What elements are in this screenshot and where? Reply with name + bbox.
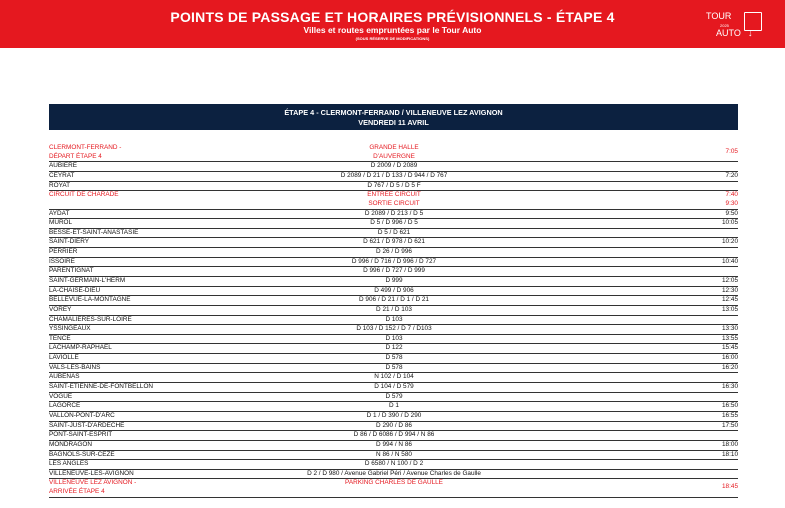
route-cell-line: D 1 [389, 402, 399, 410]
place-cell-line: ROYAT [49, 181, 71, 189]
table-row [49, 287, 738, 297]
time-cell-line: 7:05 [725, 148, 738, 155]
table-row [49, 219, 738, 229]
route-cell-line: D 2089 / D 213 / D 5 [364, 209, 424, 217]
logo-text-tour: TOUR [706, 11, 732, 21]
route-cell [244, 335, 544, 344]
place-cell-line: LACHAMP-RAPHAEL [49, 344, 112, 352]
place-cell [49, 335, 249, 344]
route-cell [244, 162, 544, 171]
route-cell-line: D 103 [385, 334, 403, 342]
route-cell-line: N 86 / N 580 [376, 450, 412, 458]
time-cell [722, 451, 738, 460]
place-cell [49, 412, 249, 421]
time-cell-line: 9:50 [725, 209, 738, 217]
route-cell-line: D 86 / D 6086 / D 994 / N 86 [353, 431, 435, 439]
place-cell-line: AYDAT [49, 209, 70, 217]
time-cell-line: 18:00 [722, 440, 738, 448]
place-cell [49, 210, 249, 219]
table-row [49, 248, 738, 258]
place-cell [49, 144, 249, 161]
table-row [49, 210, 738, 220]
route-cell [244, 364, 544, 373]
place-cell [49, 287, 249, 296]
time-cell-line: 12:45 [722, 296, 738, 304]
route-cell-line: D 499 / D 906 [374, 286, 414, 294]
table-row [49, 412, 738, 422]
place-cell-line: VALS-LES-BAINS [49, 363, 101, 371]
route-cell-line: D 578 [385, 354, 403, 362]
place-cell [49, 364, 249, 373]
time-cell [722, 287, 738, 296]
time-cell [722, 219, 738, 228]
table-row [49, 451, 738, 461]
time-cell [726, 210, 738, 219]
table-row [49, 306, 738, 316]
time-cell-line: 16:20 [722, 363, 738, 371]
route-cell-line: D 767 / D 5 / D 5 F [367, 181, 421, 189]
place-cell-line: ISSOIRE [49, 257, 75, 265]
table-row [49, 191, 738, 209]
place-cell-line: BELLEVUE-LA-MONTAGNE [49, 296, 131, 304]
route-cell [244, 287, 544, 296]
time-cell [722, 383, 738, 392]
time-cell [726, 191, 738, 208]
route-cell [244, 258, 544, 267]
route-cell-line: GRANDE HALLE [369, 144, 419, 151]
route-cell [244, 402, 544, 411]
time-cell [722, 344, 738, 353]
time-cell [722, 306, 738, 315]
route-cell [244, 441, 544, 450]
route-cell [244, 344, 544, 353]
place-cell [49, 172, 249, 181]
time-cell-line: 10:20 [722, 238, 738, 246]
logo-text-auto: AUTO [716, 28, 741, 38]
route-cell-line: D 621 / D 978 / D 621 [363, 238, 425, 246]
table-row [49, 267, 738, 277]
place-cell-line: CHAMALIERES-SUR-LOIRE [49, 315, 132, 323]
table-row [49, 162, 738, 172]
time-cell-line: 16:30 [722, 383, 738, 391]
route-cell [244, 383, 544, 392]
route-cell [244, 451, 544, 460]
table-row [49, 479, 738, 497]
place-cell-line: VILLENEUVE-LES-AVIGNON [49, 469, 134, 477]
place-cell-line: CLERMONT-FERRAND - [49, 144, 122, 151]
table-row [49, 238, 738, 248]
route-cell [244, 470, 544, 479]
time-cell-line: 7:20 [725, 171, 738, 179]
place-cell [49, 344, 249, 353]
route-cell-line: D 122 [385, 344, 403, 352]
route-cell-line: D 996 / D 727 / D 999 [363, 267, 425, 275]
table-row [49, 402, 738, 412]
route-cell [244, 306, 544, 315]
logo-frame-icon [744, 12, 762, 31]
place-cell [49, 296, 249, 305]
table-row [49, 144, 738, 162]
table-row [49, 393, 738, 403]
route-cell-line: D 999 [385, 277, 403, 284]
route-cell-line: D 103 [385, 315, 403, 323]
table-row [49, 182, 738, 192]
place-cell-line: MONDRAGON [49, 440, 92, 448]
time-cell-line: 16:50 [722, 402, 738, 410]
time-cell [722, 296, 738, 305]
time-cell [722, 422, 738, 431]
place-cell-line: LAGORCE [49, 402, 81, 410]
place-cell [49, 182, 249, 191]
route-cell-line: D 21 / D 103 [376, 305, 412, 313]
route-cell-line: D 6580 / N 100 / D 2 [364, 460, 424, 468]
place-cell [49, 354, 249, 363]
place-cell-line: VOREY [49, 305, 72, 313]
time-cell-line: 13:05 [722, 305, 738, 313]
route-cell-line: D 2089 / D 21 / D 133 / D 944 / D 767 [340, 171, 448, 179]
route-cell [244, 238, 544, 247]
place-cell-line: BAGNOLS-SUR-CEZE [49, 450, 115, 458]
route-cell [244, 277, 544, 286]
time-cell-line: 13:55 [722, 334, 738, 342]
place-cell-line: MUROL [49, 219, 73, 227]
time-cell [722, 402, 738, 411]
table-row [49, 258, 738, 268]
time-cell-line: 13:30 [722, 325, 738, 333]
place-cell [49, 460, 249, 469]
place-cell [49, 248, 249, 257]
route-cell [244, 316, 544, 325]
time-cell-line: 16:55 [722, 411, 738, 419]
place-cell-line: LA-CHAISE-DIEU [49, 286, 101, 294]
place-cell [49, 277, 249, 286]
route-cell-line: D 103 / D 152 / D 7 / D103 [356, 325, 432, 333]
table-row [49, 383, 738, 393]
stage-header [49, 104, 738, 130]
place-cell-line: PERRIER [49, 248, 78, 256]
place-cell-line: VOGÜE [49, 392, 73, 400]
route-cell [244, 144, 544, 161]
route-cell-line: D 2009 / D 2089 [370, 162, 418, 170]
route-cell-line: PARKING CHARLES DE GAULLE [345, 479, 443, 487]
route-cell [244, 172, 544, 181]
place-cell-line: SAINT-DIERY [49, 238, 90, 246]
time-cell-line: 7:40 [725, 191, 738, 199]
route-cell-line: D 996 / D 716 / D 996 / D 727 [351, 257, 437, 265]
route-cell [244, 325, 544, 334]
place-cell-line: PARENTIGNAT [49, 267, 94, 275]
route-cell [244, 229, 544, 238]
time-cell [722, 354, 738, 363]
route-cell-line: D 906 / D 21 / D 1 / D 21 [359, 296, 429, 304]
time-cell [722, 335, 738, 344]
place-cell-line: VALLON-PONT-D'ARC [49, 411, 115, 419]
time-cell-line: 10:05 [722, 219, 738, 227]
place-cell-line: ARRIVÉE ÉTAPE 4 [49, 488, 105, 496]
route-cell-line: D 994 / N 86 [376, 440, 412, 448]
place-cell-line: LAVIOLLE [49, 354, 79, 362]
place-cell [49, 431, 249, 440]
route-cell [244, 296, 544, 305]
route-cell [244, 431, 544, 440]
route-cell-line: SORTIE CIRCUIT [368, 199, 420, 207]
time-cell [722, 412, 738, 421]
table-row [49, 470, 738, 480]
time-cell [722, 364, 738, 373]
route-cell [244, 248, 544, 257]
stage-date: VENDREDI 11 AVRIL [358, 118, 429, 127]
time-cell-line: 18:10 [722, 450, 738, 458]
place-cell [49, 258, 249, 267]
place-cell-line: SAINT-JUST-D'ARDECHE [49, 421, 125, 429]
time-cell-line: 15:45 [722, 344, 738, 352]
disclaimer-note: (SOUS RÉSERVE DE MODIFICATIONS) [355, 36, 430, 41]
place-cell-line: PONT-SAINT-ESPRIT [49, 431, 113, 439]
route-cell-line: D 5 / D 996 / D 5 [370, 219, 418, 227]
table-row [49, 373, 738, 383]
stage-title: ÉTAPE 4 - CLERMONT-FERRAND / VILLENEUVE LEZ AVIGNON [284, 108, 503, 117]
place-cell [49, 383, 249, 392]
page-subtitle: Villes et routes empruntées par le Tour Auto [303, 25, 482, 35]
time-cell-line: 17:50 [722, 421, 738, 429]
table-row [49, 296, 738, 306]
table-row [49, 354, 738, 364]
place-cell [49, 422, 249, 431]
table-row [49, 422, 738, 432]
route-cell [244, 182, 544, 191]
route-cell [244, 422, 544, 431]
route-cell [244, 393, 544, 402]
time-cell-line: 12:05 [722, 277, 738, 284]
route-cell [244, 460, 544, 469]
route-cell [244, 412, 544, 421]
place-cell-line: AUBENAS [49, 373, 80, 381]
logo-year: 2025 [720, 23, 729, 28]
place-cell-line: AUBIERE [49, 162, 78, 170]
place-cell-line: TENCE [49, 334, 71, 342]
place-cell [49, 393, 249, 402]
place-cell-line: SAINT-GERMAIN-L'HERM [49, 277, 126, 284]
place-cell [49, 191, 249, 200]
place-cell [49, 479, 249, 496]
route-cell-line: ENTRÉE CIRCUIT [367, 191, 421, 199]
place-cell [49, 219, 249, 228]
place-cell-line: CIRCUIT DE CHARADE [49, 191, 119, 199]
place-cell-line: VILLENEUVE LEZ AVIGNON - [49, 479, 137, 487]
place-cell-line: YSSINGEAUX [49, 325, 91, 333]
place-cell [49, 162, 249, 171]
place-cell [49, 402, 249, 411]
route-cell [244, 219, 544, 228]
route-cell-line: D 104 / D 579 [374, 383, 414, 391]
table-row [49, 172, 738, 182]
page-title: POINTS DE PASSAGE ET HORAIRES PRÉVISIONNELS - ÉTAPE 4 [170, 9, 615, 25]
time-cell [722, 277, 738, 286]
route-cell [244, 267, 544, 276]
time-cell [722, 441, 738, 450]
route-cell [244, 210, 544, 219]
route-cell-line: D 5 / D 621 [377, 228, 411, 236]
table-row [49, 325, 738, 335]
place-cell-line: DÉPART ÉTAPE 4 [49, 152, 102, 160]
time-cell-line: 10:40 [722, 257, 738, 265]
place-cell [49, 325, 249, 334]
route-cell-line: D 578 [385, 363, 403, 371]
place-cell [49, 238, 249, 247]
place-cell [49, 229, 249, 238]
time-cell [722, 258, 738, 267]
route-cell-line: D 1 / D 390 / D 290 [366, 411, 422, 419]
route-cell-line: D 579 [385, 392, 403, 400]
table-row [49, 441, 738, 451]
route-cell [244, 354, 544, 363]
table-row [49, 460, 738, 470]
time-cell [722, 238, 738, 247]
place-cell [49, 316, 249, 325]
table-row [49, 277, 738, 287]
route-cell-line: N 102 / D 104 [374, 373, 414, 381]
place-cell-line: CEYRAT [49, 171, 75, 179]
tour-auto-logo [706, 10, 766, 40]
time-cell-line: 12:30 [722, 286, 738, 294]
page-banner [0, 0, 785, 48]
table-row [49, 344, 738, 354]
table-row [49, 431, 738, 441]
time-cell-line: 16:00 [722, 354, 738, 362]
time-cell-line: 9:30 [725, 199, 738, 207]
place-cell [49, 267, 249, 276]
place-cell [49, 373, 249, 382]
route-cell-line: D 290 / D 86 [376, 421, 412, 429]
place-cell-line: LES ANGLES [49, 460, 89, 468]
route-cell-line: D 26 / D 996 [376, 248, 412, 256]
place-cell [49, 441, 249, 450]
down-arrow-icon: ↓ [748, 28, 753, 38]
place-cell [49, 451, 249, 460]
table-row [49, 364, 738, 374]
table-row [49, 229, 738, 239]
table-row [49, 316, 738, 326]
time-cell [722, 483, 738, 492]
time-cell [722, 325, 738, 334]
place-cell [49, 306, 249, 315]
route-cell-line: D 2 / D 980 / Avenue Gabriel Péri / Avenue Charles de Gaulle [307, 469, 481, 477]
route-cell-line: D'AUVERGNE [373, 152, 415, 160]
time-cell-line: 18:45 [722, 483, 738, 491]
route-cell [244, 479, 544, 488]
table-row [49, 335, 738, 345]
route-cell [244, 373, 544, 382]
place-cell-line: BESSE-ET-SAINT-ANASTASIE [49, 228, 139, 236]
time-cell [726, 148, 738, 157]
time-cell [726, 172, 738, 181]
itinerary-table [49, 144, 738, 498]
place-cell-line: SAINT-ETIENNE-DE-FONTBELLON [49, 383, 154, 391]
route-cell [244, 191, 544, 208]
place-cell [49, 470, 249, 479]
